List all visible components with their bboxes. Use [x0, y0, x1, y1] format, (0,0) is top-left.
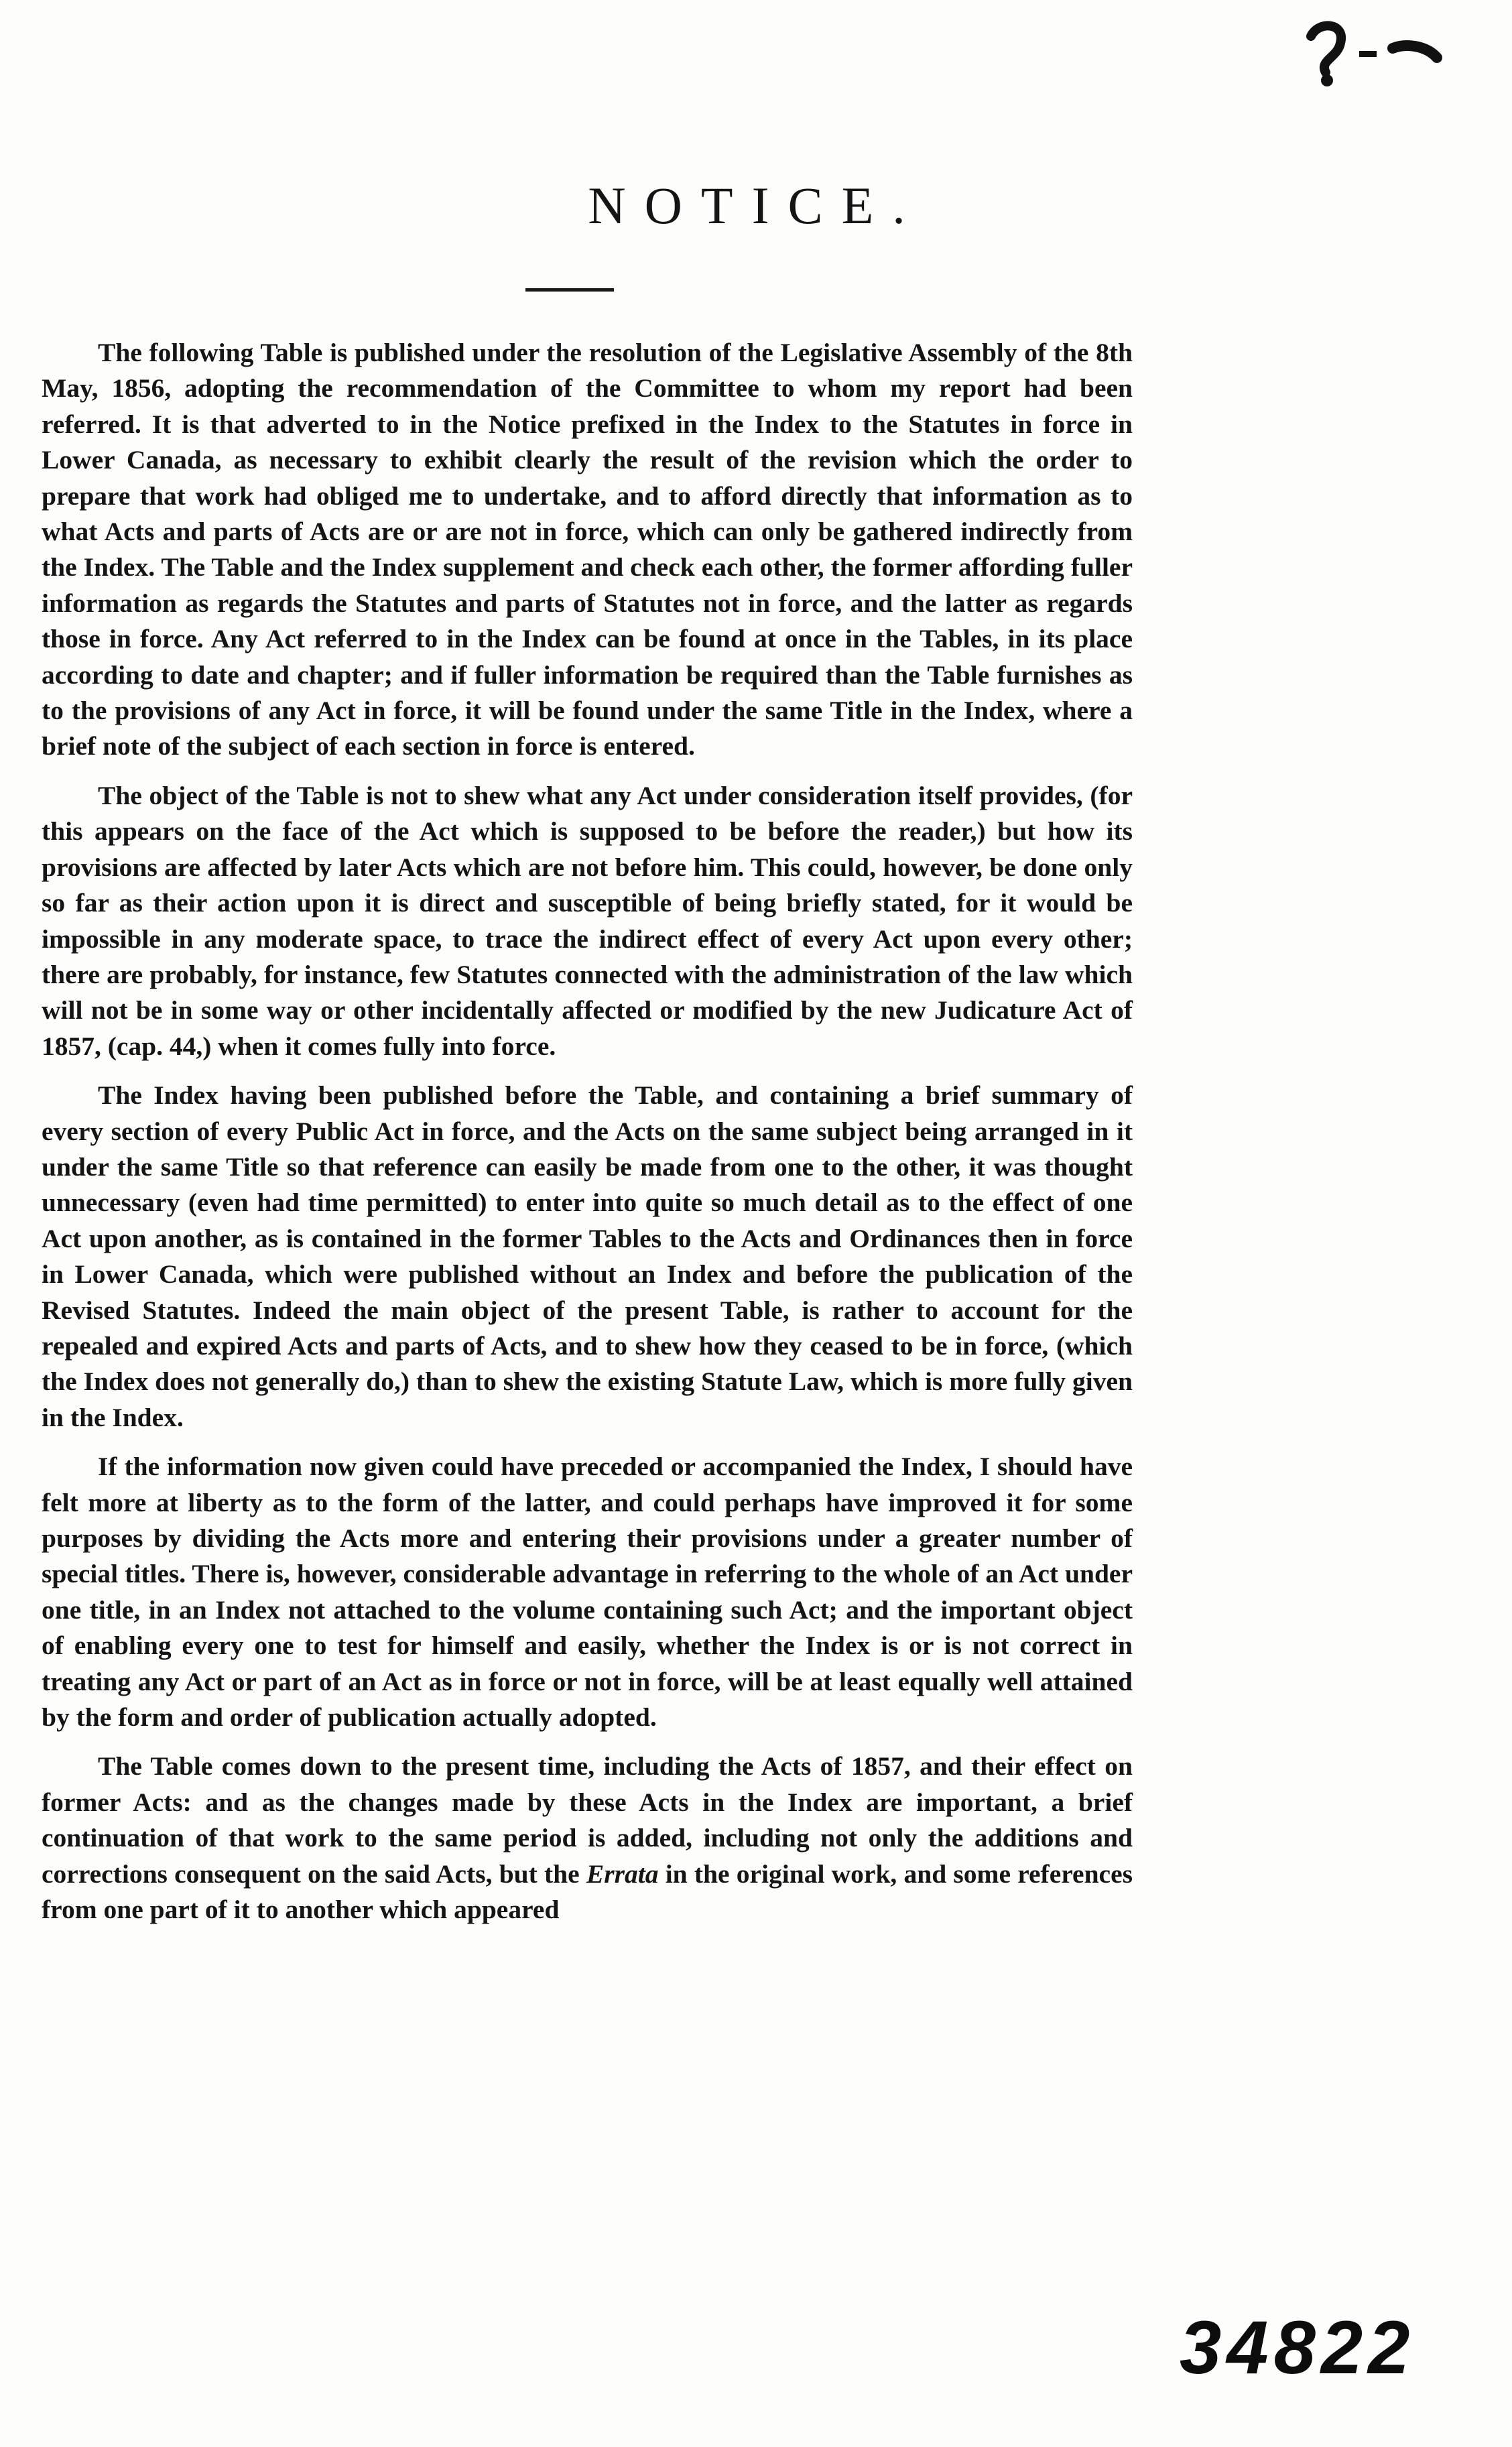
paragraph-1: The following Table is published under the resolution of the Legislative Assembly of the 8th May, 1856, adopting the recommendation of the Committee to whom my report had been referred. It is that adverted to in the Notice prefixed in the Index to the Statutes in force in Lower Canada, as necessary to exhibit clearly the result of the revision which the order to prepare that work had obliged me to undertake, and to afford directly that information as to what Acts and parts of Acts are or are not in force, which can only be gathered indirectly from the Index. The Table and the Index supplement and check each other, the former affording fuller information as regards the Statutes and parts of Statutes not in force, and the latter as regards those in force. Any Act referred to in the Index can be found at once in the Tables, in its place according to date and chapter; and if fuller information be required than the Table furnishes as to the provisions of any Act in force, it will be found under the same Title in the Index, where a brief note of the subject of each section in force is entered.	[42, 338, 1133, 761]
paragraph-4: If the information now given could have preceded or accompanied the Index, I should have felt more at liberty as to the form of the latter, and could perhaps have improved it for some purposes by dividing the Acts more and entering their provisions under a greater number of special titles. There is, however, considerable advantage in referring to the whole of an Act under one title, in an Index not attached to the volume containing such Act; and the important object of enabling every one to test for himself and easily, whether the Index is or is not correct in treating any Act or part of an Act as in force or not in force, will be at least equally well attained by the form and order of publication actually adopted.	[42, 1452, 1133, 1733]
paragraph-2: The object of the Table is not to shew what any Act under consideration itself provides, (for this appears on the face of the Act which is supposed to be before the reader,) but how its provisions are affected by later Acts which are not before him. This could, however, be done only so far as their action upon it is direct and susceptible of being briefly stated, for it would be impossible in any moderate space, to trace the indirect effect of every Act upon every other; there are probably, for instance, few Statutes connected with the administration of the law which will not be in some way or other incidentally affected or modified by the new Judicature Act of 1857, (cap. 44,) when it comes fully into force.	[42, 780, 1133, 1061]
paragraph-3: The Index having been published before the Table, and containing a brief summary of every section of every Public Act in force, and the Acts on the same subject being arranged in it under the same Title so that reference can easily be made from one to the other, it was thought unnecessary (even had time permitted) to enter into quite so much detail as to the effect of one Act upon another, as is contained in the former Tables to the Acts and Ordinances then in force in Lower Canada, which were published without an Index and before the publication of the Revised Statutes. Indeed the main object of the present Table, is rather to account for the repealed and expired Acts and parts of Acts, and to shew how they ceased to be in force, (which the Index does not generally do,) than to shew the existing Statute Law, which is more fully given in the Index.	[42, 1080, 1133, 1432]
paragraph-5-text-end: in the original work, and some references from one part of it to another which appeared	[42, 1859, 1133, 1925]
paragraph-5-text-start: The Table comes down to the present time, including the Acts of 1857, and their effect on former Acts: and as the changes made by these Acts in the Index are important, a brief continuation of that work to the same period is added, including not only the additions and corrections consequent on the said Acts, but the	[42, 1751, 1133, 1889]
errata-italic: Errata	[586, 1859, 659, 1889]
title-divider	[525, 288, 614, 292]
ink-mark-icon	[1299, 16, 1446, 90]
notice-body	[42, 335, 1133, 1941]
stamp-number: 34822	[1180, 2306, 1415, 2389]
page-title: NOTICE.	[588, 176, 924, 235]
paragraph-5	[42, 1749, 1133, 1928]
